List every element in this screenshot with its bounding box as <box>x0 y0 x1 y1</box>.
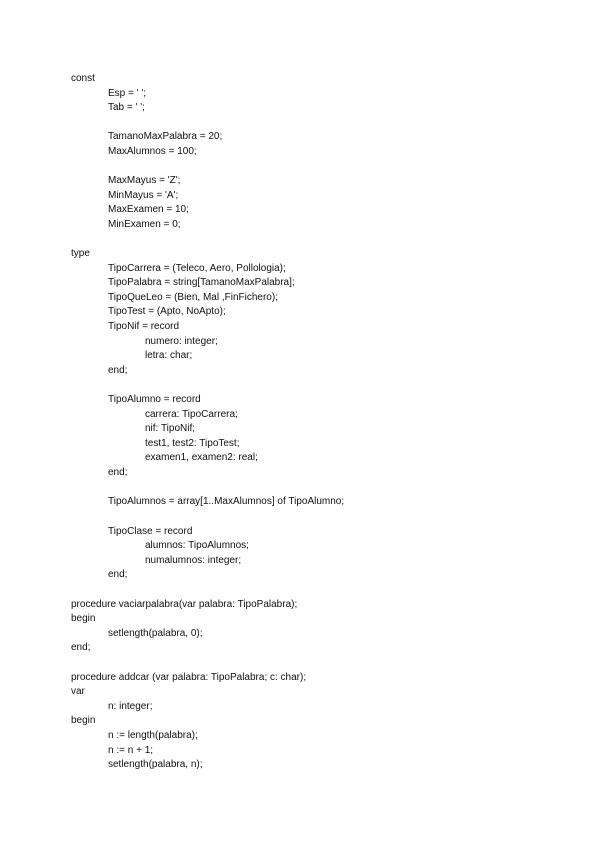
code-line: end; <box>71 642 91 653</box>
code-line: numero: integer; <box>145 336 218 347</box>
code-line: numalumnos: integer; <box>145 555 242 566</box>
code-line: begin <box>71 715 96 726</box>
code-line: end; <box>108 569 128 580</box>
code-line: TipoClase = record <box>108 526 193 537</box>
code-line: begin <box>71 613 96 624</box>
code-line: setlength(palabra, 0); <box>108 628 203 639</box>
code-line: TipoCarrera = (Teleco, Aero, Pollologia); <box>108 263 286 274</box>
code-line: n := n + 1; <box>108 745 154 756</box>
code-line: MinMayus = 'A'; <box>108 190 179 201</box>
code-line: test1, test2: TipoTest; <box>145 438 240 449</box>
code-line: examen1, examen2: real; <box>145 452 258 463</box>
code-line: TipoPalabra = string[TamanoMaxPalabra]; <box>108 277 295 288</box>
code-line: TipoTest = (Apto, NoApto); <box>108 306 226 317</box>
code-line: end; <box>108 467 128 478</box>
code-line: Esp = ' '; <box>108 88 147 99</box>
code-line: TipoAlumnos = array[1..MaxAlumnos] of TipoAlumno; <box>108 496 345 507</box>
code-line: setlength(palabra, n); <box>108 759 203 770</box>
code-line: MaxAlumnos = 100; <box>108 146 197 157</box>
code-line: alumnos: TipoAlumnos; <box>145 540 249 551</box>
code-line: end; <box>108 365 128 376</box>
code-line-const: const <box>71 73 95 84</box>
code-line: n: integer; <box>108 701 153 712</box>
code-line: var <box>71 686 85 697</box>
code-line: letra: char; <box>145 350 193 361</box>
code-line: MaxExamen = 10; <box>108 204 189 215</box>
code-line: TamanoMaxPalabra = 20; <box>108 131 223 142</box>
code-line: TipoNif = record <box>108 321 180 332</box>
code-line: TipoQueLeo = (Bien, Mal ,FinFichero); <box>108 292 278 303</box>
code-line: n := length(palabra); <box>108 730 198 741</box>
code-line: Tab = ' '; <box>108 102 145 113</box>
code-line: procedure vaciarpalabra(var palabra: TipoPalabra); <box>71 599 298 610</box>
code-line: TipoAlumno = record <box>108 394 201 405</box>
code-line: MaxMayus = 'Z'; <box>108 175 181 186</box>
code-line: nif: TipoNif; <box>145 423 196 434</box>
code-line: procedure addcar (var palabra: TipoPalabra; c: char); <box>71 672 307 683</box>
code-line: MinExamen = 0; <box>108 219 181 230</box>
code-line-type: type <box>71 248 90 259</box>
code-line: carrera: TipoCarrera; <box>145 409 238 420</box>
